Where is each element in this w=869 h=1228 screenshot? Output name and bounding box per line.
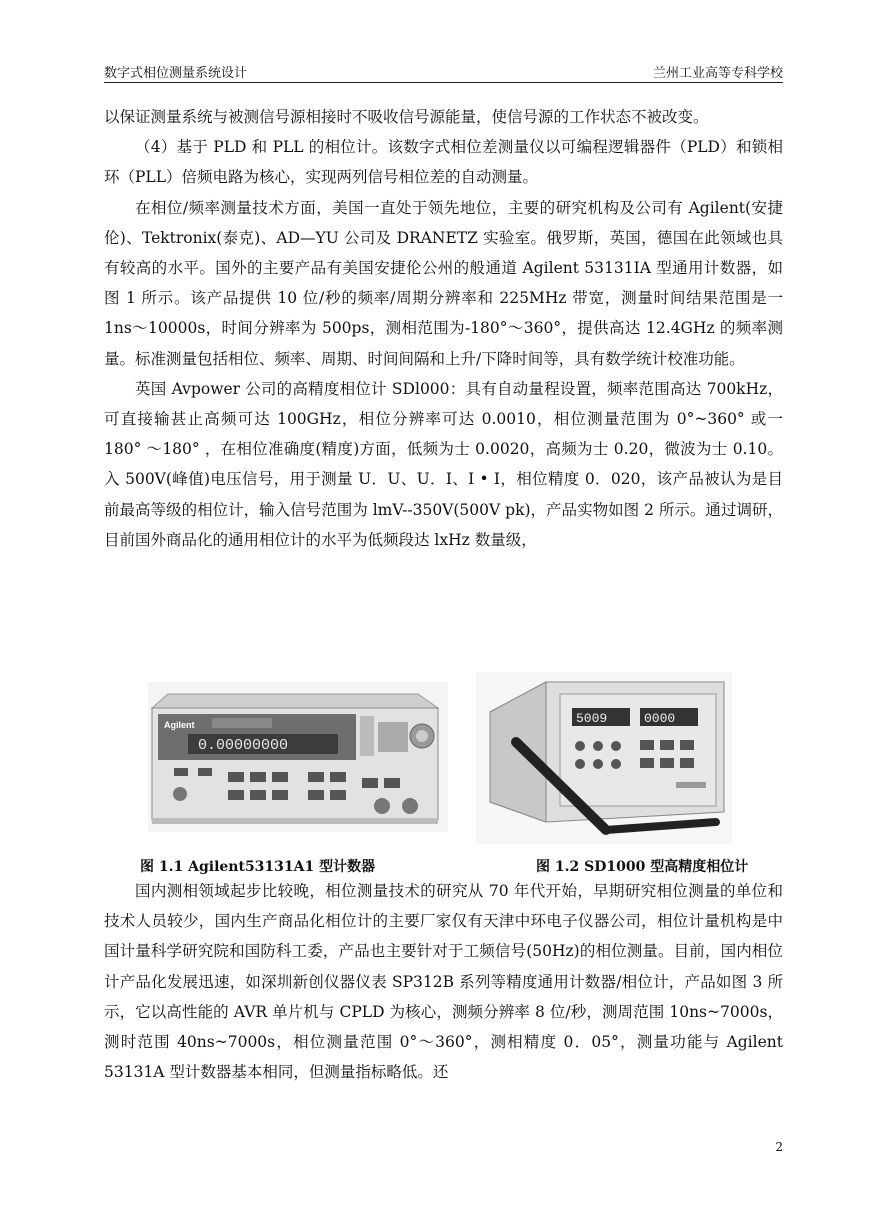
- paragraph: 英国 Avpower 公司的高精度相位计 SDl000：具有自动量程设置，频率范围高达 700kHz，可直接输甚止高频可达 100GHz，相位分辨率可达 0.0010，相位测量范围为 0°~360° 或一 180° ～180° ，在相位准确度(精度)方面，低频为士 0.0020，高频为士 0.20，微波为士 0.10。入 500V(峰值)电压信号，用于测量 U．U、U．I、I • I，相位精度 0．020，该产品被认为是目前最高等级的相位计，输入信号范围为 lmV--350V(500V pk)，产品实物如图 2 所示。通过调研，目前国外商品化的通用相位计的水平为低频段达 lxHz 数量级，: [104, 379, 783, 549]
- header-title: 数字式相位测量系统设计: [104, 66, 248, 81]
- paragraph: 国内测相领域起步比较晚，相位测量技术的研究从 70 年代开始，早期研究相位测量的单位和技术人员较少，国内生产商品化相位计的主要厂家仅有天津中环电子仪器公司，相位计量机构是中国计量科学研究院和国防科工委，产品也主要针对于工频信号(50Hz)的相位测量。目前，国内相位计产品化发展迅速，如深圳新创仪器仪表 SP312B 系列等精度通用计数器/相位计，产品如图 3 所示，它以高性能的 AVR 单片机与 CPLD 为核心，测频分辨率 8 位/秒，测周范围 10ns~7000s，测时范围 40ns~7000s，相位测量范围 0°～360°，测相精度 0．05°，测量功能与 Agilent 53131A 型计数器基本相同，但测量指标略低。还: [104, 882, 783, 1082]
- figure-caption-2: 图 1.2 SD1000 型高精度相位计: [536, 859, 749, 875]
- display-left: 5009: [576, 711, 608, 726]
- figure-captions: [104, 856, 783, 876]
- page-number: 2: [775, 1140, 783, 1154]
- figure-caption-1: 图 1.1 Agilent53131A1 型计数器: [140, 859, 376, 875]
- page-header: [104, 60, 783, 83]
- header-school: 兰州工业高等专科学校: [652, 66, 783, 81]
- paragraph: 以保证测量系统与被测信号源相接时不吸收信号源能量，使信号源的工作状态不被改变。: [104, 108, 709, 126]
- body-text-bottom: [104, 876, 783, 1087]
- body-text-top: [104, 102, 783, 555]
- figure-row: [104, 672, 783, 852]
- brand-label: Agilent: [164, 720, 195, 730]
- display-right: 0000: [644, 711, 676, 726]
- agilent-counter-photo: [148, 682, 448, 832]
- sd1000-phase-meter-photo: [476, 672, 732, 844]
- paragraph: 在相位/频率测量技术方面，美国一直处于领先地位，主要的研究机构及公司有 Agilent(安捷伦)、Tektronix(泰克)、AD—YU 公司及 DRANETZ 实验室。俄罗斯，英国，德国在此领域也具有较高的水平。国外的主要产品有美国安捷伦公州的般通道 Agilent 53131IA 型通用计数器，如图 1 所示。该产品提供 10 位/秒的频率/周期分辨率和 225MHz 带宽，测量时间结果范围是一 1ns～10000s，时间分辨率为 500ps，测相范围为-180°～360°，提供高达 12.4GHz 的频率测量。标准测量包括相位、频率、周期、时间间隔和上升/下降时间等，具有数学统计校准功能。: [104, 198, 783, 368]
- paragraph: （4）基于 PLD 和 PLL 的相位计。该数字式相位差测量仪以可编程逻辑器件（PLD）和锁相环（PLL）倍频电路为核心，实现两列信号相位差的自动测量。: [104, 138, 783, 187]
- counter-display: 0.00000000: [198, 737, 289, 754]
